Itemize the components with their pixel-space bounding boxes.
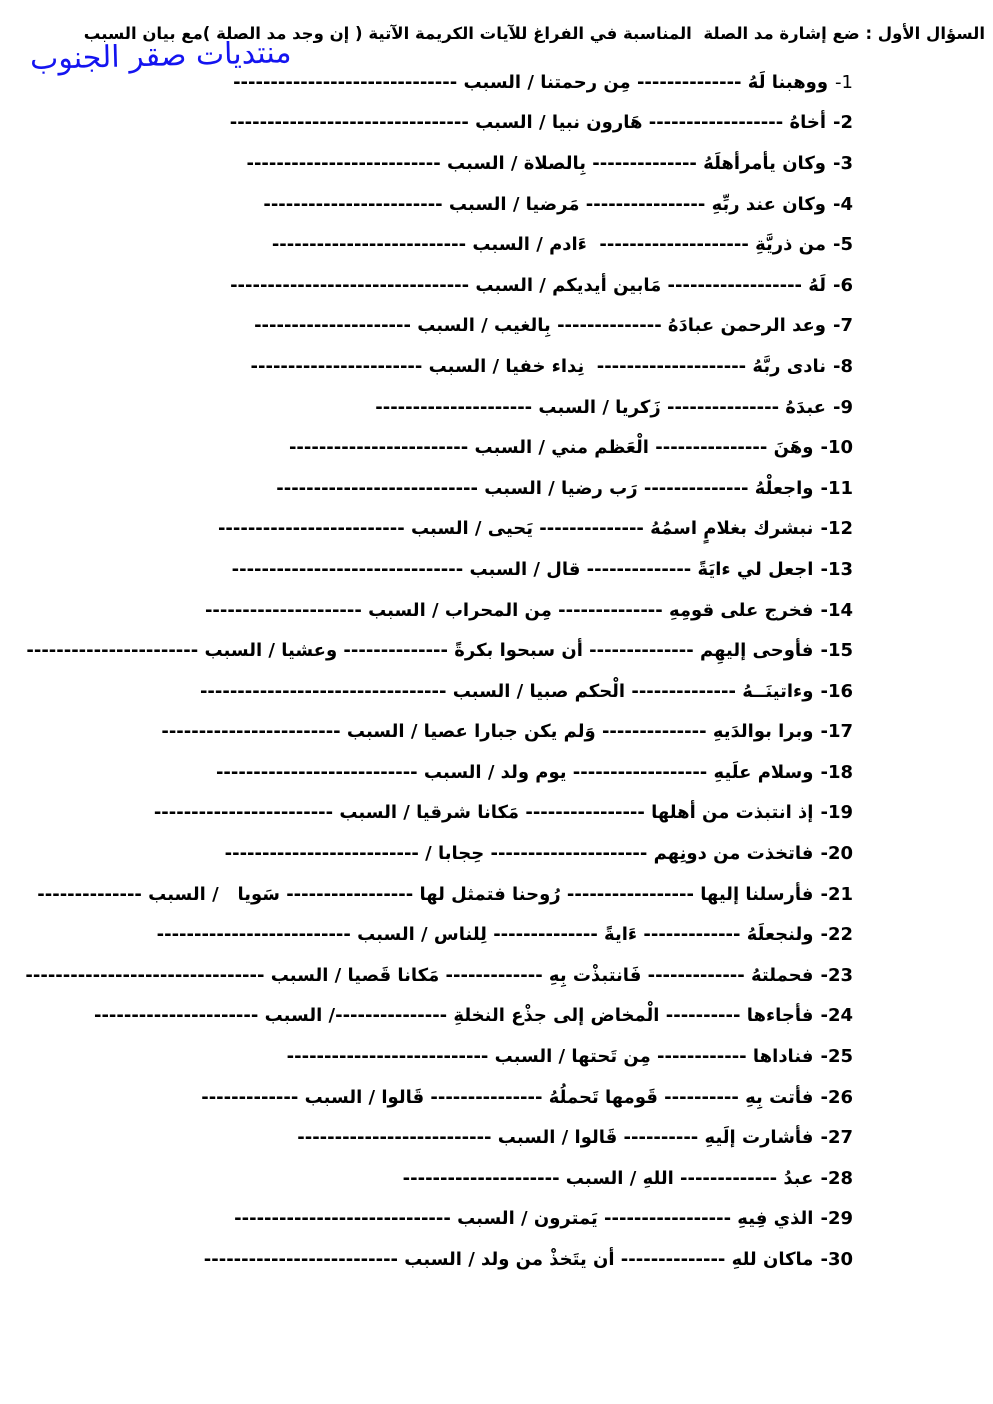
question-number: 28-: [820, 1167, 853, 1189]
question-number: 12-: [820, 518, 853, 540]
question-line: [25, 712, 853, 753]
question-text: وسلام علَيهِ ------------------ يوم ولد / السبب ---------------------------: [215, 761, 814, 783]
question-text: فأوحى إليهِم -------------- أن سبحوا بكرةً -------------- وعشيا / السبب -----------------------: [26, 640, 814, 662]
question-number: 7-: [832, 315, 853, 337]
question-text: نادى ربَّهُ -------------------- نِداء خفيا / السبب -----------------------: [250, 355, 826, 377]
question-number: 16-: [820, 680, 853, 702]
question-line: [25, 955, 853, 996]
question-text: ماكان للهِ -------------- أن يتَخذْ من ولد / السبب --------------------------: [203, 1249, 814, 1271]
question-number: 26-: [820, 1086, 853, 1108]
question-text: وبرا بوالدَيهِ -------------- وَلم يكن جبارا عصيا / السبب ------------------------: [161, 721, 814, 743]
question-line: [25, 224, 853, 265]
question-line: [25, 874, 853, 915]
question-number: 2-: [832, 112, 853, 134]
question-text: وعد الرحمن عبادَهُ -------------- بِالغيب / السبب ---------------------: [254, 315, 826, 337]
question-text: وكان يأمرأهلَهُ -------------- بِالصلاة / السبب --------------------------: [246, 152, 826, 174]
question-text: عبدَهُ --------------- زَكريا / السبب ---------------------: [375, 396, 826, 418]
questions-list: [25, 62, 853, 1280]
question-number: 6-: [832, 274, 853, 296]
question-line: [25, 752, 853, 793]
question-text: وهَنَ --------------- الْعَظم مني / السبب ------------------------: [288, 437, 814, 459]
question-line: [25, 103, 853, 144]
question-line: [25, 1199, 853, 1240]
question-text: وكان عند ربِّهِ ---------------- مَرضيا / السبب ------------------------: [263, 193, 826, 215]
question-text: إذ انتبذت من أهلها ---------------- مَكانا شرقيا / السبب ------------------------: [153, 802, 814, 824]
question-text: فأتت بِهِ ---------- قَومها تَحملُهُ --------------- قَالوا / السبب -------------: [201, 1086, 814, 1108]
question-number: 1-: [835, 71, 853, 93]
question-number: 22-: [820, 924, 853, 946]
question-line: [25, 468, 853, 509]
question-line: [25, 1036, 853, 1077]
question-number: 18-: [820, 761, 853, 783]
question-line: [25, 1117, 853, 1158]
question-text: الذي فِيهِ ----------------- يَمترون / السبب -----------------------------: [234, 1208, 814, 1230]
question-prompt: السؤال الأول : ضع إشارة مد الصلة المناسبة في الفراغ للآيات الكريمة الآتية ( إن وجد مد الصلة )مع بيان السبب: [83, 24, 985, 43]
question-text: فاتخذت من دونِهم --------------------- حِجابا / --------------------------: [224, 843, 814, 865]
question-number: 8-: [832, 355, 853, 377]
question-line: [25, 346, 853, 387]
question-line: [25, 62, 853, 103]
question-number: 10-: [820, 437, 853, 459]
question-line: [25, 996, 853, 1037]
question-text: من ذريَّةِ -------------------- ءَادم / السبب --------------------------: [271, 234, 826, 256]
question-line: [25, 914, 853, 955]
question-line: [25, 590, 853, 631]
question-number: 3-: [832, 152, 853, 174]
question-line: [25, 1239, 853, 1280]
question-text: فأرسلنا إليها ----------------- رُوحنا فتمثل لها ----------------- سَويا / السبب --------------: [37, 883, 814, 905]
question-line: [25, 143, 853, 184]
question-number: 5-: [832, 234, 853, 256]
question-text: فأجاءها ---------- الْمخاض إلى جذْع النخلةِ ---------------/ السبب ----------------------: [93, 1005, 814, 1027]
question-text: اجعل لي ءايَةً -------------- قال / السبب -------------------------------: [231, 558, 814, 580]
question-text: ووهبنا لَهُ -------------- مِن رحمتنا / السبب ------------------------------: [233, 71, 829, 93]
question-text: فناداها ------------ مِن تَحتها / السبب ---------------------------: [286, 1046, 814, 1068]
question-number: 14-: [820, 599, 853, 621]
question-line: [25, 184, 853, 225]
question-number: 11-: [820, 477, 853, 499]
question-line: [25, 387, 853, 428]
question-number: 4-: [832, 193, 853, 215]
question-number: 30-: [820, 1249, 853, 1271]
question-text: واجعلْهُ -------------- رَب رضيا / السبب ---------------------------: [276, 477, 814, 499]
question-line: [25, 265, 853, 306]
question-line: [25, 427, 853, 468]
question-text: لَهُ ------------------ مَابين أيديكم / السبب --------------------------------: [230, 274, 826, 296]
question-number: 24-: [820, 1005, 853, 1027]
question-text: عبدُ ------------- اللهِ / السبب ---------------------: [402, 1167, 814, 1189]
question-text: فخرج على قومِهِ -------------- مِن المحراب / السبب ---------------------: [204, 599, 814, 621]
question-number: 19-: [820, 802, 853, 824]
question-text: وءاتينَــهُ -------------- الْحكم صبيا / السبب ---------------------------------: [199, 680, 814, 702]
question-text: ولنجعلَهُ ------------- ءَايةً -------------- لِلناس / السبب --------------------------: [156, 924, 814, 946]
question-number: 13-: [820, 558, 853, 580]
question-number: 20-: [820, 843, 853, 865]
forum-watermark: منتديات صقر الجنوب: [29, 35, 292, 77]
question-text: أخاهُ ------------------ هَارون نبيا / السبب --------------------------------: [229, 112, 826, 134]
question-number: 9-: [832, 396, 853, 418]
question-number: 23-: [820, 964, 853, 986]
question-number: 25-: [820, 1046, 853, 1068]
question-line: [25, 509, 853, 550]
question-number: 15-: [820, 640, 853, 662]
question-line: [25, 671, 853, 712]
question-line: [25, 630, 853, 671]
question-line: [25, 549, 853, 590]
question-text: نبشرك بغلامٍ اسمُهُ -------------- يَحيى / السبب -------------------------: [217, 518, 814, 540]
question-line: [25, 306, 853, 347]
question-line: [25, 1158, 853, 1199]
question-line: [25, 833, 853, 874]
question-number: 17-: [820, 721, 853, 743]
question-number: 29-: [820, 1208, 853, 1230]
question-text: فأشارت إلَيهِ ---------- قَالوا / السبب --------------------------: [297, 1127, 814, 1149]
question-text: فحملتهُ ------------- فَانتبذْت بِهِ ------------- مَكانا قَصيا / السبب --------------------------------: [25, 964, 814, 986]
question-line: [25, 1077, 853, 1118]
question-line: [25, 793, 853, 834]
question-number: 27-: [820, 1127, 853, 1149]
question-number: 21-: [820, 883, 853, 905]
